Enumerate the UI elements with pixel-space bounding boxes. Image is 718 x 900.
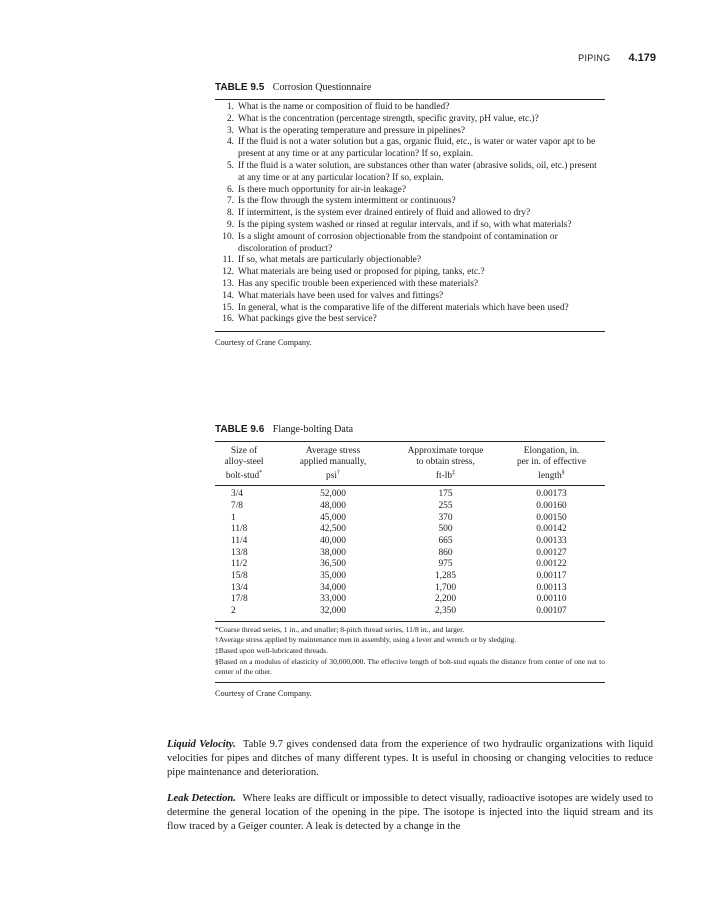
table-row: [215, 501, 605, 513]
table-row: [215, 594, 605, 606]
cell-size: 15/8: [231, 571, 248, 582]
item-number: 11.: [222, 255, 234, 266]
cell-stress: 45,000: [320, 512, 346, 523]
cell-elong: 0.00110: [536, 594, 567, 605]
footnote: *Coarse thread series, 1 in., and smaller; 8-pitch thread series, 11/8 in., and larger.: [215, 624, 465, 634]
questionnaire-item: [215, 314, 605, 326]
item-number: 5.: [226, 160, 234, 171]
table-row: [215, 559, 605, 571]
column-header-elongation: Elongation, in. per in. of effective length§: [516, 446, 587, 482]
run-in-heading: Liquid Velocity.: [167, 739, 236, 750]
item-number: 10.: [222, 231, 234, 242]
table-9-6-title: Flange-bolting Data: [272, 424, 354, 435]
item-number: 2.: [226, 113, 234, 124]
paragraph-liquid-velocity: [167, 738, 653, 781]
cell-torque: 1,700: [434, 582, 457, 593]
item-number: 14.: [222, 290, 234, 301]
cell-torque: 175: [438, 489, 453, 500]
questionnaire-item: [215, 232, 605, 256]
cell-size: 11/2: [231, 559, 248, 570]
questionnaire-item: [215, 220, 605, 232]
table-9-6: [215, 424, 605, 698]
cell-size: 7/8: [231, 500, 243, 511]
item-text: Is the flow through the system intermittent or continuous?: [238, 196, 456, 207]
questionnaire-item: [215, 137, 605, 161]
table-9-6-caption: [215, 424, 605, 435]
cell-size: 2: [231, 606, 236, 617]
cell-size: 1: [231, 512, 236, 523]
cell-elong: 0.00117: [536, 571, 567, 582]
table-row: [215, 536, 605, 548]
table-header-row: [215, 442, 605, 485]
item-text: Is there much opportunity for air-in leakage?: [238, 184, 406, 195]
questionnaire-item: [215, 196, 605, 208]
item-number: 7.: [226, 196, 234, 207]
cell-elong: 0.00113: [536, 582, 567, 593]
item-text: If the fluid is not a water solution but a gas, organic fluid, etc., is water or water vapor apt to be present at any time or at any particular location? If so, explain.: [238, 137, 596, 160]
cell-elong: 0.00133: [536, 535, 567, 546]
table-row: [215, 548, 605, 560]
questionnaire-item: [215, 161, 605, 185]
table-9-5: [215, 82, 605, 347]
table-row: [215, 513, 605, 525]
item-number: 3.: [226, 125, 234, 136]
column-header-torque: Approximate torque to obtain stress, ft-lb‡: [407, 446, 484, 482]
cell-stress: 52,000: [320, 489, 346, 500]
table-9-5-label: TABLE 9.5: [215, 82, 265, 93]
questionnaire-item: [215, 185, 605, 197]
cell-elong: 0.00142: [536, 524, 567, 535]
cell-elong: 0.00160: [536, 500, 567, 511]
questionnaire-item: [215, 267, 605, 279]
item-number: 1.: [226, 102, 234, 112]
item-text: If the fluid is a water solution, are substances other than water (abrasive solids, oil, etc.) present at any time or at any particular location? If so, explain.: [238, 160, 597, 183]
questionnaire-item: [215, 303, 605, 315]
item-text: In general, what is the comparative life of the different materials which have been used?: [238, 302, 569, 313]
questionnaire-list: [215, 100, 605, 331]
cell-size: 11/8: [231, 524, 248, 535]
item-number: 4.: [226, 137, 234, 148]
table-9-6-courtesy: Courtesy of Crane Company.: [215, 688, 312, 698]
questionnaire-item: [215, 102, 605, 114]
cell-torque: 1,285: [434, 571, 457, 582]
cell-stress: 38,000: [320, 547, 346, 558]
table-bottom-rule: [215, 682, 605, 683]
cell-stress: 42,500: [320, 524, 346, 535]
paragraph-text: Table 9.7 gives condensed data from the experience of two hydraulic organizations with liquid velocities for pipes and ditches of many different types. It is useful in choosing or changing velocities to reduce pipe maintenance and deterioration.: [167, 739, 654, 779]
column-header-size: Size of alloy-steel bolt-stud*: [224, 446, 264, 482]
cell-elong: 0.00107: [536, 606, 567, 617]
cell-size: 13/4: [231, 582, 248, 593]
table-body: [215, 486, 605, 621]
questionnaire-item: [215, 279, 605, 291]
cell-stress: 48,000: [320, 500, 346, 511]
cell-size: 3/4: [231, 489, 243, 500]
cell-size: 17/8: [231, 594, 248, 605]
table-9-6-label: TABLE 9.6: [215, 424, 265, 435]
item-text: If so, what metals are particularly objectionable?: [238, 255, 421, 266]
cell-size: 13/8: [231, 547, 248, 558]
table-row: [215, 583, 605, 595]
item-number: 16.: [222, 314, 234, 325]
table-9-5-title: Corrosion Questionnaire: [272, 82, 372, 93]
table-row: [215, 489, 605, 501]
paragraph-text: Where leaks are difficult or impossible to detect visually, radioactive isotopes are widely used to determine the general location of the opening in the pipe. The isotope is injected into the liquid stream and its flow traced by a Geiger counter. A leak is detected by a change in the: [167, 793, 653, 833]
run-in-heading: Leak Detection.: [167, 793, 236, 804]
table-row: [215, 606, 605, 618]
item-text: Is the piping system washed or rinsed at regular intervals, and if so, with what materials?: [238, 219, 572, 230]
paragraph-leak-detection: [167, 792, 653, 835]
questionnaire-item: [215, 255, 605, 267]
item-number: 13.: [222, 278, 234, 289]
item-number: 9.: [226, 219, 234, 230]
table-row: [215, 571, 605, 583]
cell-size: 11/4: [231, 535, 248, 546]
cell-torque: 2,350: [434, 606, 457, 617]
cell-torque: 370: [438, 512, 453, 523]
cell-torque: 975: [438, 559, 453, 570]
item-text: What is the name or composition of fluid to be handled?: [238, 102, 450, 112]
page-number: 4.179: [628, 52, 656, 64]
cell-stress: 35,000: [320, 571, 346, 582]
cell-torque: 2,200: [434, 594, 457, 605]
table-9-5-caption: [215, 82, 605, 93]
cell-elong: 0.00150: [536, 512, 567, 523]
footnote: §Based on a modulus of elasticity of 30,000,000. The effective length of bolt-stud equals the distance from center of one nut to center of the other.: [215, 656, 605, 677]
cell-stress: 36,500: [320, 559, 346, 570]
table-footnotes: [215, 622, 605, 678]
questionnaire-item: [215, 126, 605, 138]
item-text: Is a slight amount of corrosion objectionable from the standpoint of contamination or discoloration of product?: [238, 231, 558, 254]
item-text: What is the operating temperature and pressure in pipelines?: [238, 125, 466, 136]
cell-torque: 665: [438, 535, 453, 546]
item-number: 15.: [222, 302, 234, 313]
cell-torque: 255: [438, 500, 453, 511]
cell-elong: 0.00173: [536, 489, 567, 500]
item-text: What packings give the best service?: [238, 314, 377, 325]
cell-stress: 34,000: [320, 582, 346, 593]
table-bottom-rule: [215, 331, 605, 332]
column-header-stress: Average stress applied manually, psi†: [299, 446, 367, 482]
cell-stress: 40,000: [320, 535, 346, 546]
questionnaire-item: [215, 291, 605, 303]
table-row: [215, 524, 605, 536]
cell-torque: 500: [438, 524, 453, 535]
cell-torque: 860: [438, 547, 453, 558]
item-number: 6.: [226, 184, 234, 195]
item-text: What is the concentration (percentage strength, specific gravity, pH value, etc.)?: [238, 113, 539, 124]
item-text: What materials are being used or proposed for piping, tanks, etc.?: [238, 267, 485, 278]
item-text: If intermittent, is the system ever drained entirely of fluid and allowed to dry?: [238, 208, 531, 219]
footnote: ‡Based upon well-lubricated threads.: [215, 646, 329, 656]
item-text: What materials have been used for valves and fittings?: [238, 290, 444, 301]
section-title: PIPING: [578, 53, 611, 63]
cell-stress: 33,000: [320, 594, 346, 605]
table-9-5-courtesy: Courtesy of Crane Company.: [215, 338, 312, 348]
item-number: 8.: [226, 208, 234, 219]
running-head: [578, 52, 656, 64]
cell-stress: 32,000: [320, 606, 346, 617]
questionnaire-item: [215, 114, 605, 126]
questionnaire-item: [215, 208, 605, 220]
footnote: †Average stress applied by maintenance men in assembly, using a lever and wrench or by sledging.: [215, 635, 517, 645]
item-number: 12.: [222, 267, 234, 278]
item-text: Has any specific trouble been experienced with these materials?: [238, 278, 479, 289]
cell-elong: 0.00122: [536, 559, 567, 570]
cell-elong: 0.00127: [536, 547, 567, 558]
